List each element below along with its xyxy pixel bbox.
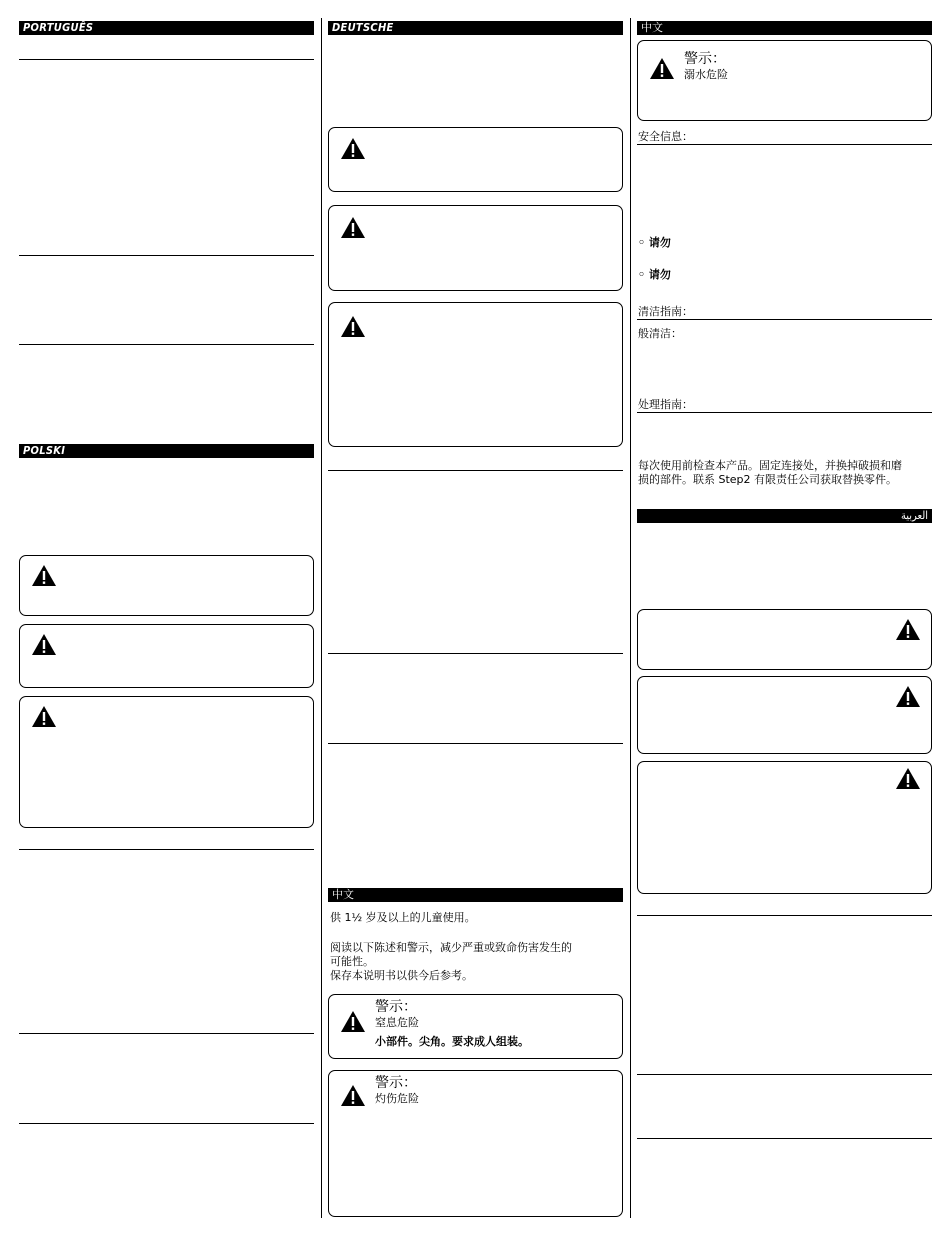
warning-triangle-icon (340, 137, 366, 160)
section-header-chinese: 中文 (637, 21, 932, 35)
warning-box (637, 761, 932, 894)
warning-triangle-icon (895, 767, 921, 790)
bullet-do-not: ◦ 请勿 (638, 236, 671, 249)
warning-hazard: 灼伤危险 (375, 1092, 419, 1105)
warning-triangle-icon (340, 1010, 366, 1033)
warning-triangle-icon (895, 685, 921, 708)
column-divider-right (630, 18, 631, 1218)
warning-box (328, 205, 623, 291)
disposal-heading: 处理指南： (638, 398, 693, 411)
section-rule (637, 915, 932, 916)
section-rule (19, 59, 314, 60)
warning-box (637, 609, 932, 670)
warning-box (328, 302, 623, 447)
warning-triangle-icon (340, 216, 366, 239)
section-header-chinese: 中文 (328, 888, 623, 902)
warning-box-choking (328, 994, 623, 1059)
warning-triangle-icon (895, 618, 921, 641)
warning-hazard: 溺水危险 (684, 68, 728, 81)
warning-box (328, 127, 623, 192)
warning-triangle-icon (31, 633, 57, 656)
warning-triangle-icon (31, 564, 57, 587)
inspect-line-2: 损的部件。联系 Step2 有限责任公司获取替换零件。 (638, 473, 898, 486)
section-rule (637, 1138, 932, 1139)
warning-detail: 小部件。尖角。要求成人组装。 (375, 1035, 529, 1048)
warning-triangle-icon (31, 705, 57, 728)
section-rule (637, 319, 932, 320)
section-rule (19, 849, 314, 850)
section-header-deutsche: DEUTSCHE (328, 21, 623, 35)
warning-box-drowning (637, 40, 932, 121)
section-header-polski: POLSKI (19, 444, 314, 458)
warning-title: 警示： (684, 51, 726, 67)
section-rule (328, 653, 623, 654)
section-rule (637, 1074, 932, 1075)
section-rule (328, 470, 623, 471)
section-rule (19, 255, 314, 256)
warning-box (19, 696, 314, 828)
safety-info-heading: 安全信息： (638, 130, 693, 143)
section-rule (637, 144, 932, 145)
read-statement-line-1: 阅读以下陈述和警示，减少严重或致命伤害发生的 (330, 941, 572, 954)
section-rule (637, 412, 932, 413)
warning-hazard: 窒息危险 (375, 1016, 419, 1029)
age-statement: 供 1½ 岁及以上的儿童使用。 (330, 911, 476, 924)
section-rule (19, 1033, 314, 1034)
section-rule (328, 743, 623, 744)
cleaning-heading: 清洁指南： (638, 305, 693, 318)
inspect-line-1: 每次使用前检查本产品。固定连接处，并换掉破损和磨 (638, 459, 902, 472)
warning-title: 警示： (375, 999, 417, 1015)
warning-box (637, 676, 932, 754)
bullet-do-not: ◦ 请勿 (638, 268, 671, 281)
section-rule (19, 344, 314, 345)
warning-box (19, 624, 314, 688)
warning-triangle-icon (649, 57, 675, 80)
warning-triangle-icon (340, 1084, 366, 1107)
warning-box (19, 555, 314, 616)
warning-triangle-icon (340, 315, 366, 338)
warning-box-burn (328, 1070, 623, 1217)
section-rule (19, 1123, 314, 1124)
section-header-arabic: العربية (637, 509, 932, 523)
save-instructions: 保存本说明书以供今后参考。 (330, 969, 473, 982)
column-divider-left (321, 18, 322, 1218)
section-header-portugues: PORTUGUÊS (19, 21, 314, 35)
read-statement-line-2: 可能性。 (330, 955, 374, 968)
general-cleaning-label: 般清洁： (638, 327, 682, 340)
warning-title: 警示： (375, 1075, 417, 1091)
